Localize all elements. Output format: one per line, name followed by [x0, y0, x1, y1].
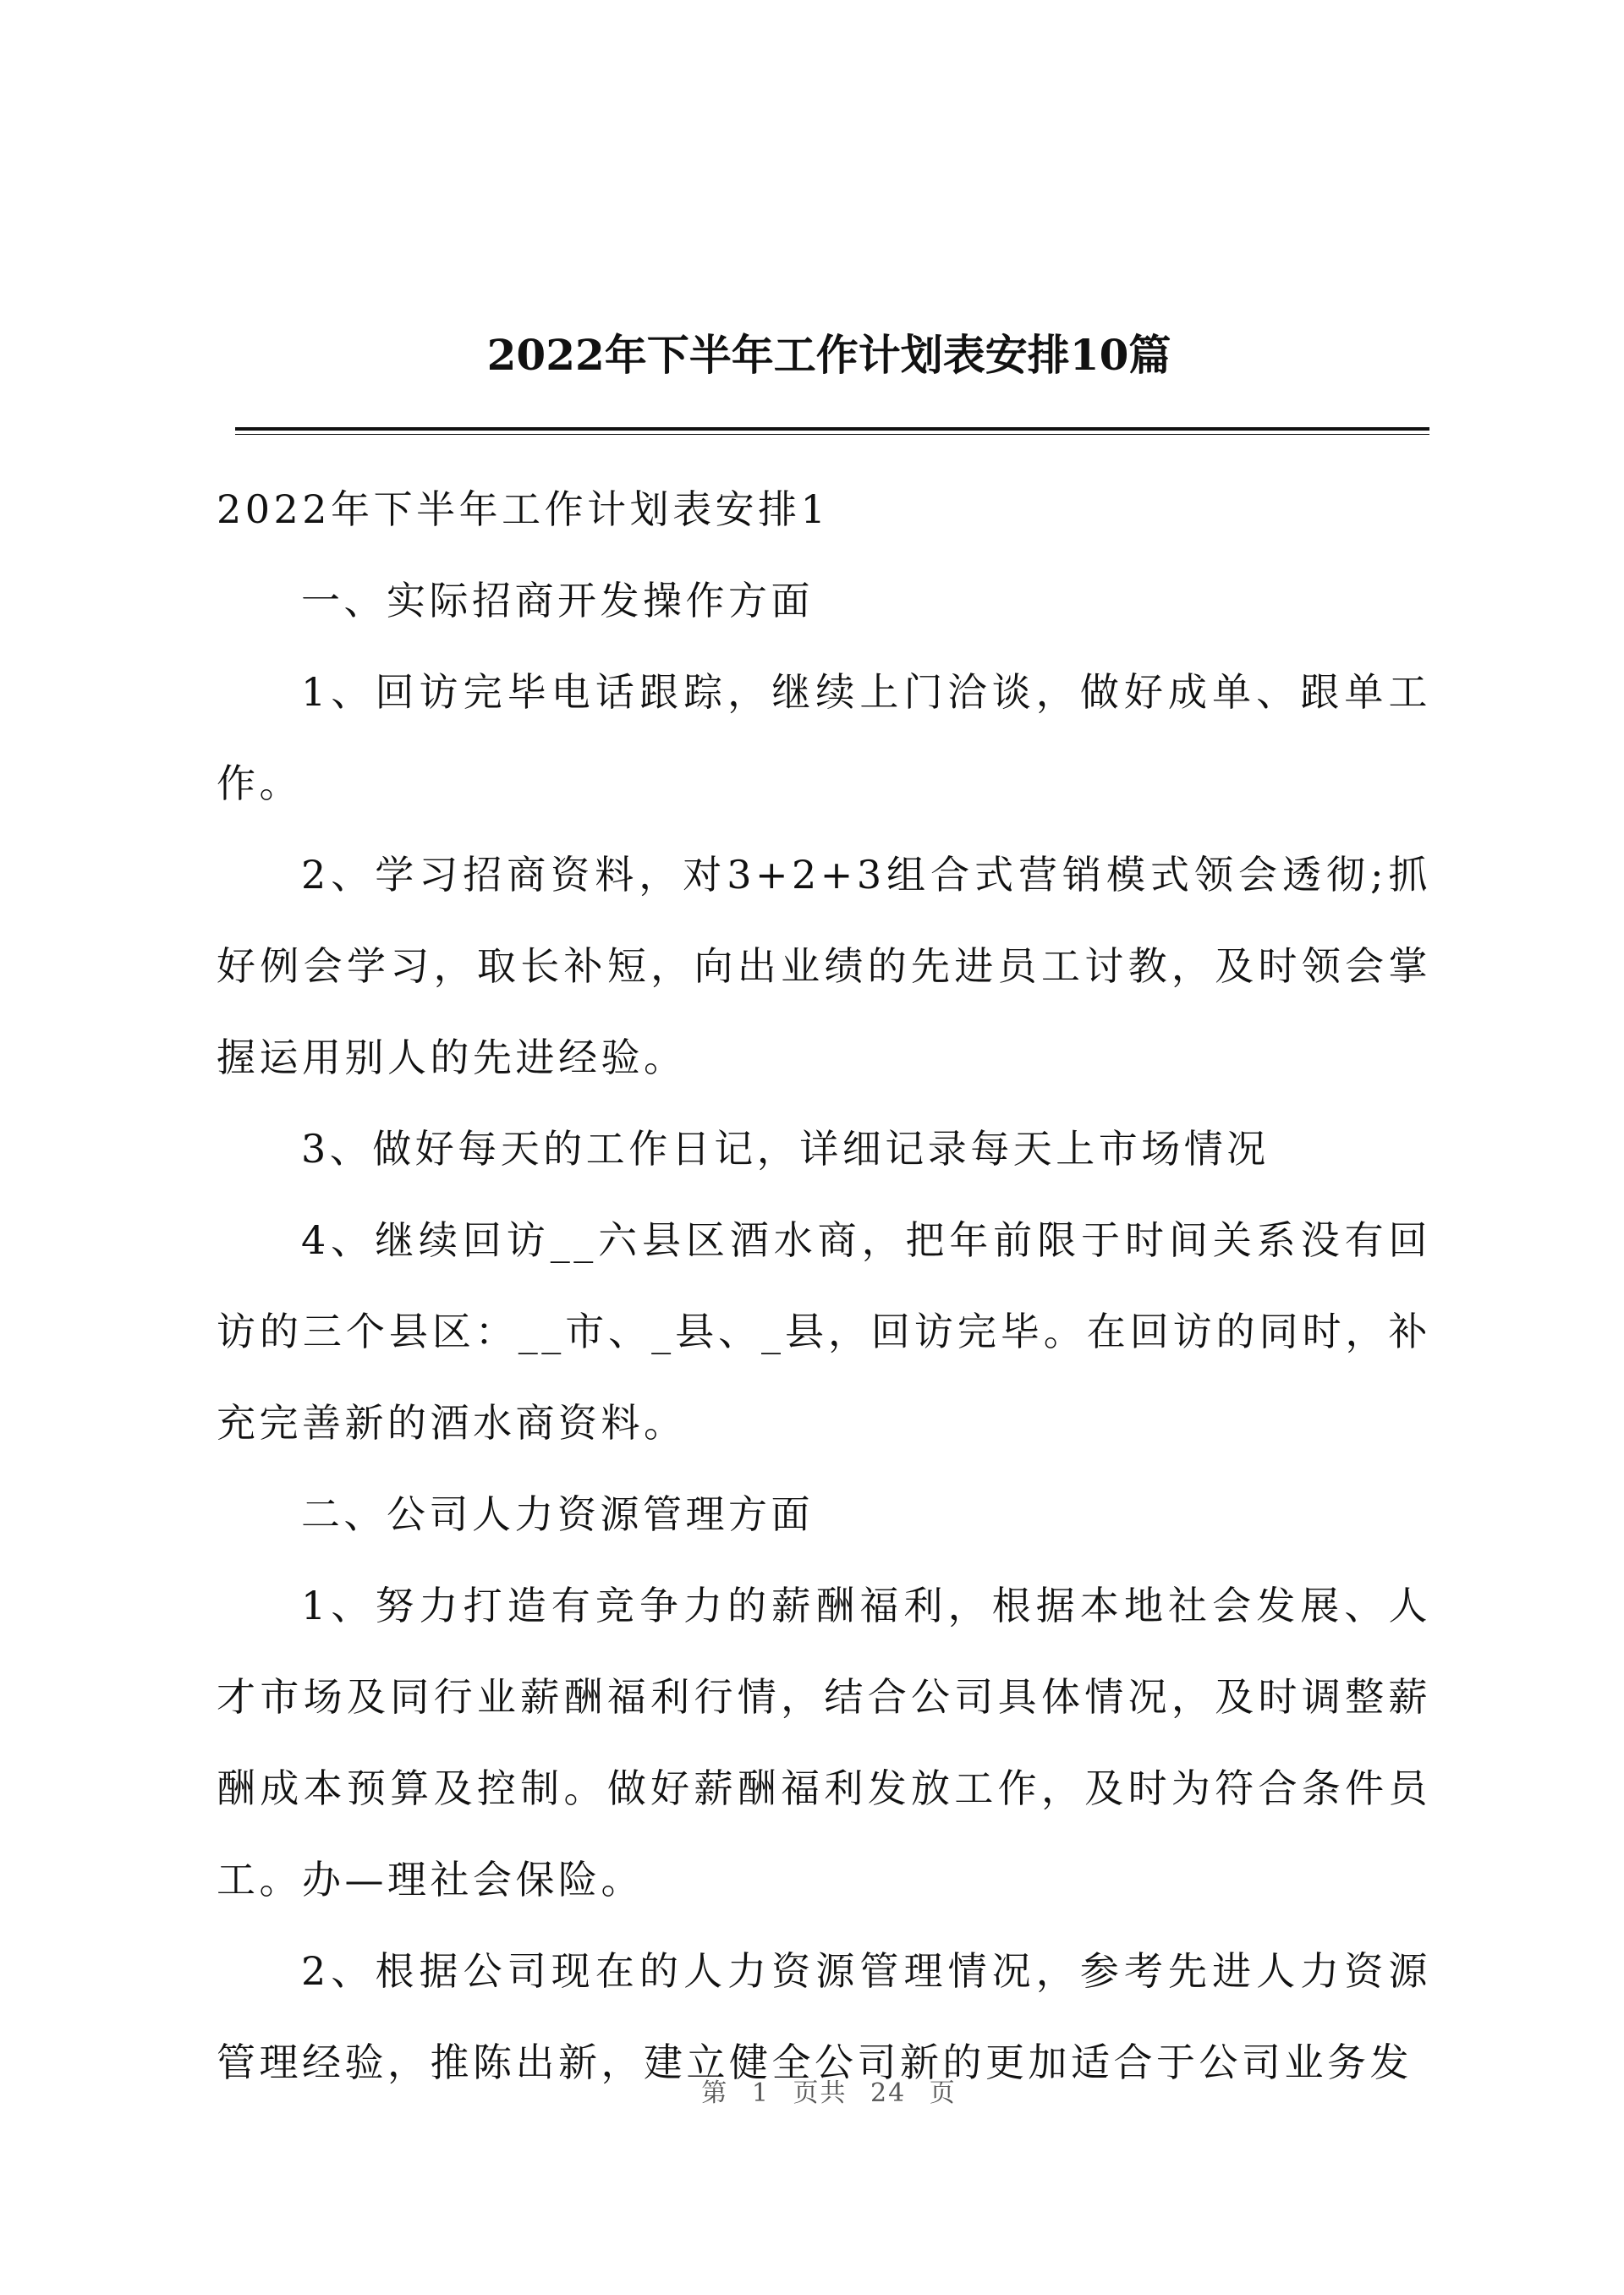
document-body	[217, 464, 1431, 2108]
page-number-footer: 第 1 页共 24 页	[701, 2078, 957, 2108]
paragraph: 1、回访完毕电话跟踪，继续上门洽谈，做好成单、跟单工作。	[217, 669, 1431, 806]
document-title: 2022年下半年工作计划表安排10篇	[486, 330, 1171, 380]
paragraph: 2、学习招商资料，对3+2+3组合式营销模式领会透彻;抓好例会学习，取长补短，向出业绩的先进员工讨教，及时领会掌握运用别人的先进经验。	[217, 852, 1431, 1080]
title-divider	[235, 427, 1429, 435]
paragraph: 3、做好每天的工作日记，详细记录每天上市场情况	[301, 1126, 1270, 1172]
subsection-heading-1: 一、实际招商开发操作方面	[301, 578, 814, 623]
paragraph: 4、继续回访__六县区酒水商，把年前限于时间关系没有回访的三个县区：__市、_县、_县，回访完毕。在回访的同时，补充完善新的酒水商资料。	[217, 1217, 1431, 1446]
section-heading-1: 2022年下半年工作计划表安排1	[217, 486, 830, 532]
paragraph: 1、努力打造有竞争力的薪酬福利，根据本地社会发展、人才市场及同行业薪酬福利行情，结合公司具体情况，及时调整薪酬成本预算及控制。做好薪酬福利发放工作，及时为符合条件员工。办—理社会保险。	[217, 1583, 1431, 1902]
subsection-heading-2: 二、公司人力资源管理方面	[301, 1491, 814, 1537]
paragraph: 2、根据公司现在的人力资源管理情况，参考先进人力资源管理经验，推陈出新，建立健全公司新的更加适合于公司业务发	[217, 1948, 1431, 2085]
